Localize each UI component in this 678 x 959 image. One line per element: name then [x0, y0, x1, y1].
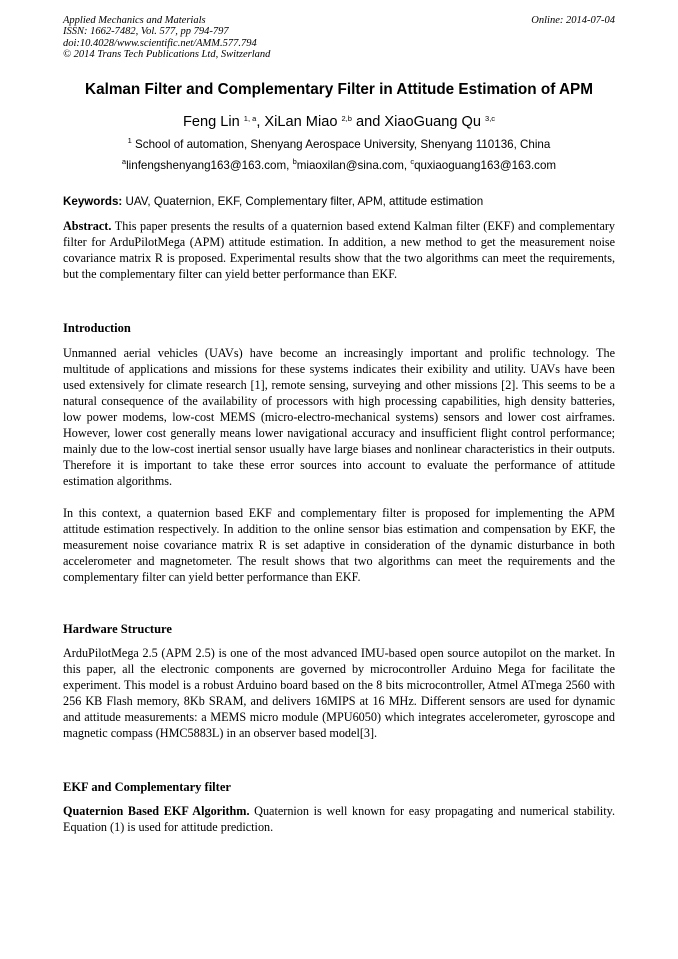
author-name: XiaoGuang Qu — [384, 114, 481, 130]
section-heading-ekf: EKF and Complementary filter — [63, 780, 231, 794]
hardware-paragraph: ArduPilotMega 2.5 (APM 2.5) is one of the most advanced IMU-based open source autopilot on the market. In this paper, all the electronic components are governed by microcontroller Arduino Mega for facilitate the experiment. This model is a robust Arduino board based on the 8 bits microcontroller, Atmel ATmega 2560 with 256 KB Flash memory, 8Kb SRAM, and delivers 16MIPS at 16 MHz. Different sensors are used for dynamic and attitude measurements: a MEMS micro module (MPU6050) which integrates accelerometer, gyroscope and magnetic compass (HMC5883L) in an observer based model[3]. — [63, 646, 615, 741]
copyright-line: © 2014 Trans Tech Publications Ltd, Switzerland — [63, 48, 271, 60]
page-header — [63, 15, 615, 60]
abstract — [63, 218, 615, 282]
author-affiliation-mark: 3,c — [485, 114, 496, 123]
keywords — [63, 195, 615, 208]
introduction-paragraph-2: In this context, a quaternion based EKF and complementary filter is proposed for implementing the APM attitude estimation respectively. In addition to the online sensor bias estimation and compensation by EKF, the measurement noise covariance matrix R is set adaptive in consideration of the dynamic disturbance in both accelerometer and magnetometer. The result shows that two algorithms can meet the requirements and the complementary filter can yield better performance than EKF. — [63, 506, 615, 585]
email-address[interactable]: linfengshenyang163@163.com — [126, 159, 287, 172]
doi-line: doi:10.4028/www.scientific.net/AMM.577.794 — [63, 37, 257, 49]
abstract-text: This paper presents the results of a quaternion based extend Kalman filter (EKF) and complementary filter for ArduPilotMega (APM) attitude estimation. In addition, a new method to get the measurement noise covariance matrix R is proposed. Experimental results show that the two algorithms can meet the requirements, but the complementary filter can yield better performance than EKF. — [63, 219, 616, 282]
email-mark: b — [292, 157, 297, 166]
author-affiliation-mark: 2,b — [341, 114, 352, 123]
author-affiliation-mark: 1, a — [243, 114, 257, 123]
author-name: Feng Lin — [182, 114, 240, 130]
ekf-lead: Quaternion Based EKF Algorithm. — [63, 804, 250, 818]
author-separator: , — [256, 114, 265, 130]
email-separator: , — [286, 159, 293, 172]
section-heading-introduction: Introduction — [63, 321, 131, 335]
introduction-paragraph-1: Unmanned aerial vehicles (UAVs) have become an increasingly important and prolific technology. The multitude of applications and missions for these systems indicates their exibility and utility. UAVs have been used extensively for climate research [1], remote sensing, surveying and other missions [2]. This seems to be a natural consequence of the availability of processors with high processing capabilities, high density batteries, low power modems, low-cost MEMS (micro-electro-mechanical systems) sensors and lower cost airframes. However, lower cost generally means lower navigational accuracy and insufficient flight control performance; mainly due to the low-cost inertial sensor usually have large biases and nonlinear characteristics in their outputs. Therefore it is important to take these error sources into account to evaluate the performance of attitude estimation algorithms. — [63, 346, 615, 489]
issn-line: ISSN: 1662-7482, Vol. 577, pp 794-797 — [63, 26, 229, 38]
affiliation-text: School of automation, Shenyang Aerospace University, Shenyang 110136, China — [135, 138, 551, 151]
author-name: XiLan Miao — [264, 114, 338, 130]
ekf-paragraph — [63, 803, 615, 835]
paper-title: Kalman Filter and Complementary Filter in Attitude Estimation of APM — [85, 81, 593, 98]
author-list — [63, 114, 615, 130]
email-mark: a — [121, 157, 127, 166]
keywords-text: UAV, Quaternion, EKF, Complementary filter, APM, attitude estimation — [125, 195, 484, 208]
abstract-label: Abstract. — [63, 219, 112, 233]
online-date: Online: 2014-07-04 — [531, 15, 615, 26]
email-separator: , — [403, 159, 411, 172]
journal-name: Applied Mechanics and Materials — [63, 15, 206, 26]
email-mark: c — [410, 157, 415, 166]
author-separator: and — [351, 114, 385, 130]
ekf-text: Quaternion is well known for easy propagating and numerical stability. Equation (1) is used for attitude prediction. — [63, 804, 616, 835]
email-list — [63, 159, 615, 172]
affiliation-mark: 1 — [127, 136, 132, 145]
section-heading-hardware: Hardware Structure — [63, 622, 172, 636]
email-address[interactable]: quxiaoguang163@163.com — [414, 159, 557, 172]
keywords-label: Keywords: — [63, 195, 123, 208]
email-address[interactable]: miaoxilan@sina.com — [296, 159, 404, 172]
affiliation — [63, 138, 615, 151]
